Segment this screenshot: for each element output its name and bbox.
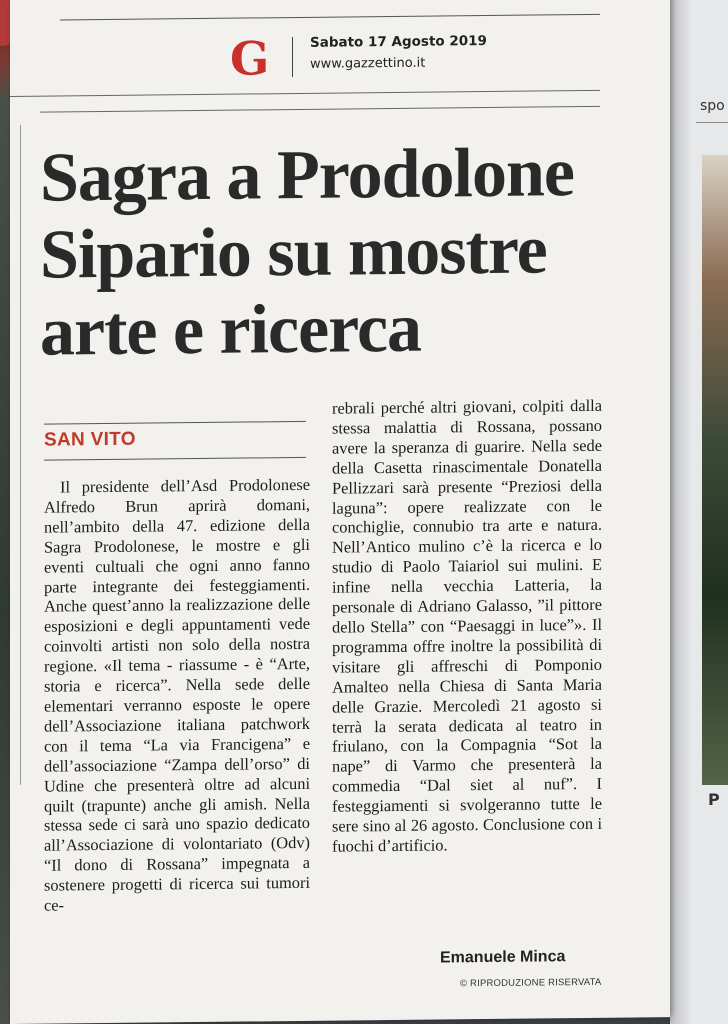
- gazzettino-logo: G: [230, 31, 270, 86]
- adjacent-photo: [702, 155, 728, 785]
- header-rule: [10, 90, 600, 97]
- adjacent-caption: P: [708, 790, 720, 809]
- header-separator: [292, 37, 293, 77]
- column-rule: [20, 125, 21, 785]
- header-rule: [60, 14, 600, 21]
- article-column-1: [44, 475, 310, 916]
- adjacent-section-label: spo: [700, 98, 725, 114]
- issue-date: Sabato 17 Agosto 2019: [310, 33, 487, 51]
- website-url: www.gazzettino.it: [310, 55, 426, 72]
- adjacent-page: [670, 0, 728, 1024]
- headline-line: Sipario su mostre: [40, 211, 547, 294]
- article-paragraph: Il presidente dell’Asd Prodolonese Alfredo Brun aprirà domani, nell’ambito della 47. edizione della Sagra Prodolonese, le mostre e gli eventi cultuali che ogni anno fanno parte integrante dei festeggiamenti. Anche quest’anno la realizzazione delle esposizioni e degli appuntamenti vede coinvolti artisti non solo della nostra regione. «Il tema - riassume - è “Arte, storia e ricerca”. Nella sede delle elementari verranno esposte le opere dell’Associazione italiana patchwork con il tema “La via Francigena” e dell’associazione “Zampa dell’orso” di Udine che presenterà oltre ad alcuni quilt (trapunte) anche gli amish. Nella stessa sede ci sarà uno spazio dedicato all’Associazione di volontariato (Odv) “Il dono di Rossana” impegnata a sostenere progetti di ricerca sui tumori ce-: [44, 474, 310, 915]
- article-paragraph: rebrali perché altri giovani, colpiti dalla stessa malattia di Rossana, possano avere la speranza di guarire. Nella sede della Casetta rinascimentale Donatella Pellizzari sarà presente “Preziosi della laguna”: opere realizzate con le conchiglie, connubio tra arte e natura. Nell’Antico mulino c’è la ricerca e lo studio di Paolo Taiariol sui mulini. E infine nella vecchia Latteria, la personale di Adriano Galasso, ”il pittore dello Stella” con “Paesaggi in luce”». Il programma offre inoltre la possibilità di visitare gli affreschi di Pomponio Amalteo nella Chiesa di Santa Maria delle Grazie. Mercoledì 21 agosto si terrà la serata dedicata al teatro in friulano, con la Compagnia “Sot la nape” di Varmo che presenterà la commedia “Dal siet al nuf”. I festeggiamenti si svolgeranno tutte le sere sino al 26 agosto. Conclusione con i fuochi d’artificio.: [332, 395, 602, 856]
- newspaper-page: [10, 0, 670, 1024]
- page-fold-shadow: [670, 0, 692, 1024]
- section-kicker: SAN VITO: [44, 428, 136, 451]
- headline: [40, 134, 620, 371]
- author-byline: Emanuele Minca: [440, 948, 566, 967]
- headline-line: arte e ricerca: [40, 289, 422, 371]
- copyright-notice: © RIPRODUZIONE RISERVATA: [460, 976, 602, 990]
- kicker-rule: [44, 457, 306, 461]
- kicker-rule: [44, 421, 306, 425]
- adjacent-rule: [696, 122, 728, 123]
- headline-line: Sagra a Prodolone: [40, 134, 574, 217]
- header-rule: [40, 106, 600, 113]
- article-column-2: [332, 396, 602, 857]
